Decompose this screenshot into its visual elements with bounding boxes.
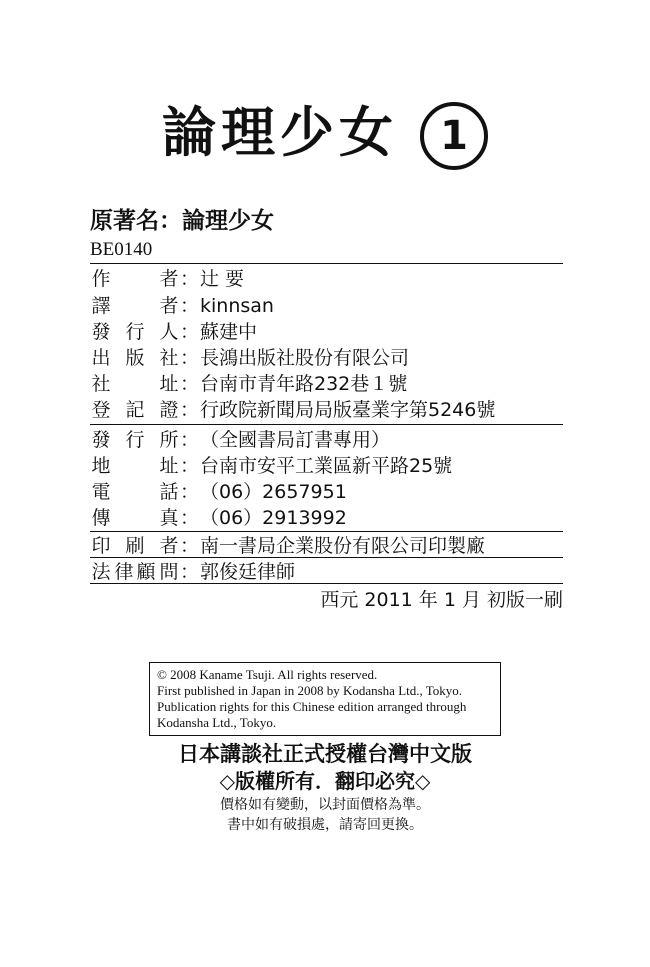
credit-value: 台南市安平工業區新平路25號	[200, 455, 453, 477]
credit-value: 長鴻出版社股份有限公司	[200, 347, 410, 369]
price-note: 價格如有變動，以封面價格為準。	[220, 797, 430, 813]
credit-row	[90, 560, 563, 584]
credit-colon: ：	[180, 429, 200, 451]
credit-colon: ：	[180, 561, 200, 583]
copyright-line: First published in Japan in 2008 by Kodansha Ltd., Tokyo.	[157, 683, 463, 698]
credit-colon: ：	[180, 347, 200, 369]
credit-label: 發 行 所	[91, 429, 179, 451]
credit-value: （全國書局訂書專用）	[200, 429, 391, 451]
credit-label: 譯 者	[91, 295, 179, 317]
credit-value: kinnsan	[200, 295, 274, 317]
volume-number-badge: 1	[420, 102, 488, 170]
credit-row	[90, 294, 563, 318]
credit-value: 南一書局企業股份有限公司印製廠	[200, 535, 486, 557]
credit-row	[90, 480, 563, 504]
credit-colon: ：	[180, 507, 200, 529]
credit-value: （06）2657951	[200, 481, 347, 503]
copyright-line: Kodansha Ltd., Tokyo.	[157, 715, 277, 730]
credit-value: 行政院新聞局局版臺業字第5246號	[200, 399, 496, 421]
credit-label: 出 版 社	[91, 347, 179, 369]
credit-colon: ：	[180, 399, 200, 421]
credit-colon: ：	[180, 481, 200, 503]
divider-line	[90, 263, 563, 264]
credit-label: 地 址	[91, 455, 179, 477]
credit-label: 電 話	[91, 481, 179, 503]
publication-date: 西元 2011 年 1 月 初版一刷	[320, 589, 563, 611]
credit-label: 作 者	[91, 268, 179, 290]
credit-value: 郭俊廷律師	[200, 561, 296, 583]
credit-row	[90, 428, 563, 452]
credit-label: 發 行 人	[91, 321, 179, 343]
credit-colon: ：	[180, 455, 200, 477]
credit-value: 台南市青年路232巷１號	[200, 373, 408, 395]
damage-note: 書中如有破損處，請寄回更換。	[227, 817, 423, 833]
credit-value: 蘇建中	[200, 321, 258, 343]
credit-row	[90, 398, 563, 422]
divider-line	[90, 531, 563, 532]
credit-label: 法 律 顧 問	[91, 561, 179, 583]
credit-row	[90, 372, 563, 396]
book-title	[0, 98, 650, 170]
credit-value: （06）2913992	[200, 507, 347, 529]
credit-row	[90, 346, 563, 370]
credit-colon: ：	[180, 268, 200, 290]
credit-row	[90, 320, 563, 344]
credit-colon: ：	[180, 535, 200, 557]
divider-line	[90, 424, 563, 425]
credit-label: 登 記 證	[91, 399, 179, 421]
title-text: 論理少女	[162, 101, 398, 164]
copyright-line: © 2008 Kaname Tsuji. All rights reserved.	[157, 667, 378, 682]
copyright-box	[149, 662, 501, 736]
credit-row	[90, 454, 563, 478]
credit-label: 印 刷 者	[91, 535, 179, 557]
credit-value: 辻 要	[200, 268, 245, 290]
credit-label: 社 址	[91, 373, 179, 395]
credit-label: 傳 真	[91, 507, 179, 529]
credit-row	[90, 506, 563, 530]
copyright-line: Publication rights for this Chinese edition arranged through	[157, 699, 467, 714]
credit-colon: ：	[180, 321, 200, 343]
original-title: 原著名：論理少女	[90, 208, 274, 234]
authorization-notice: 日本講談社正式授權台灣中文版	[178, 742, 472, 766]
credit-row	[90, 534, 563, 558]
credit-colon: ：	[180, 295, 200, 317]
rights-notice: ◇版權所有．翻印必究◇	[219, 769, 431, 793]
credit-colon: ：	[180, 373, 200, 395]
book-code: BE0140	[90, 239, 153, 260]
credit-row	[90, 267, 563, 291]
